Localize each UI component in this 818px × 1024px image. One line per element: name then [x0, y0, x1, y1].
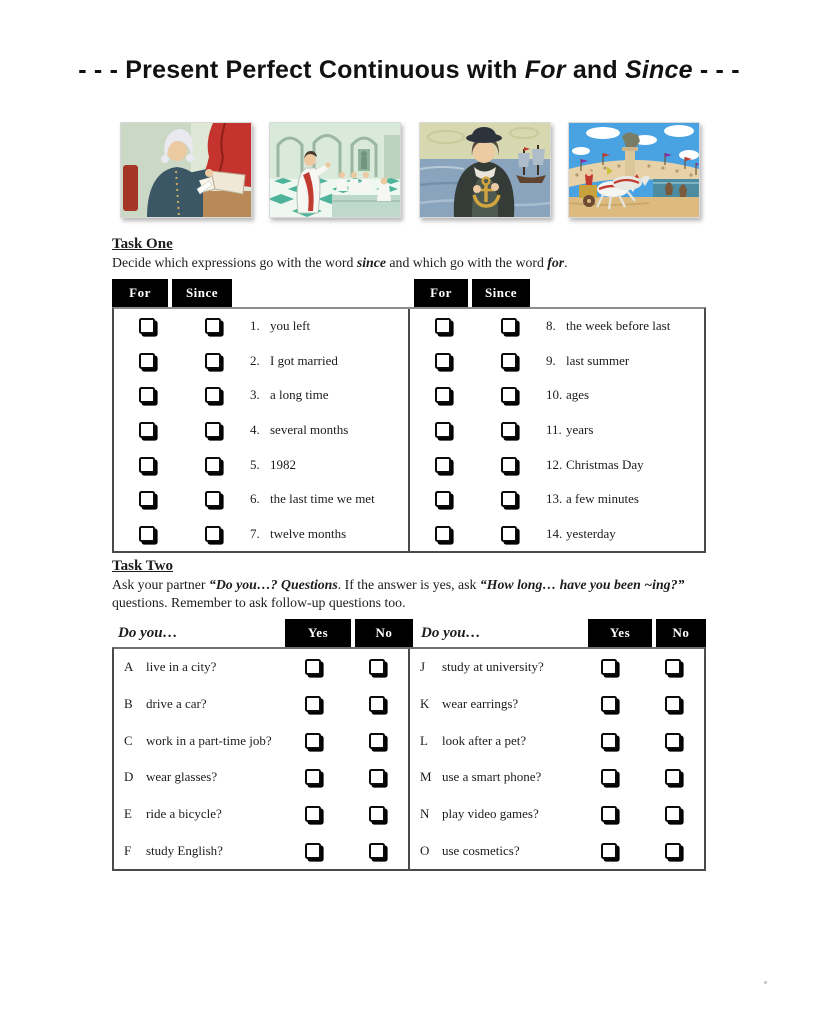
since-checkbox[interactable] [501, 491, 517, 507]
table-row [410, 796, 704, 833]
item-text: twelve months [270, 525, 347, 541]
item-text: you left [270, 318, 311, 334]
do-you-column-header: Do you… [118, 624, 178, 641]
table-row [410, 344, 704, 379]
task-two-heading: Task Two [112, 558, 174, 574]
item-letter: D [124, 769, 134, 785]
item-number: 4. [250, 422, 260, 438]
yes-checkbox[interactable] [601, 733, 617, 749]
item-number: 9. [546, 352, 556, 368]
table-row [410, 649, 704, 686]
item-number: 14. [546, 525, 563, 541]
for-column-header: For [414, 279, 468, 307]
table-row [410, 686, 704, 723]
item-text: I got married [270, 352, 338, 368]
instruction-line [112, 594, 712, 612]
item-letter: E [124, 806, 132, 822]
for-checkbox[interactable] [139, 526, 155, 542]
item-number: 13. [546, 491, 563, 507]
task-one-table [112, 279, 706, 553]
item-text: use a smart phone? [442, 769, 542, 785]
table-row [410, 378, 704, 413]
item-text: ages [566, 387, 590, 403]
item-text: several months [270, 422, 349, 438]
item-number: 5. [250, 456, 260, 472]
for-checkbox[interactable] [435, 491, 451, 507]
table-row [114, 378, 408, 413]
item-letter: B [124, 696, 133, 711]
item-text: work in a part-time job? [146, 732, 272, 748]
task-two-table-header [112, 619, 706, 647]
item-number: 1. [250, 318, 260, 334]
for-checkbox[interactable] [139, 422, 155, 438]
task-two-right-column [410, 649, 704, 869]
item-letter: L [420, 732, 428, 748]
item-text: live in a city? [146, 659, 217, 675]
title-dashes-right: - - - [692, 56, 740, 84]
clipart-writer-at-desk [120, 122, 252, 218]
table-row [410, 722, 704, 759]
item-number: 10. [546, 387, 563, 403]
no-checkbox[interactable] [665, 696, 681, 712]
page-title [0, 56, 818, 85]
clipart-roman-orator [269, 122, 401, 218]
since-word: since [356, 255, 386, 270]
yes-checkbox[interactable] [601, 769, 617, 785]
task-two-table [112, 619, 706, 871]
task-two-instructions [112, 576, 712, 612]
no-checkbox[interactable] [665, 806, 681, 822]
item-text: the week before last [566, 318, 671, 334]
yes-checkbox[interactable] [305, 733, 321, 749]
table-row [410, 413, 704, 448]
do-you-column-header: Do you… [421, 624, 481, 641]
clipart-chariot-race [568, 122, 700, 218]
title-dashes-left: - - - [78, 56, 126, 84]
table-row [410, 759, 704, 796]
item-text: play video games? [442, 806, 539, 822]
table-row [114, 759, 408, 796]
item-text: wear earrings? [442, 696, 519, 711]
since-checkbox[interactable] [205, 387, 221, 403]
clipart-row [120, 122, 700, 218]
item-text: use cosmetics? [442, 842, 520, 858]
no-checkbox[interactable] [369, 806, 385, 822]
yes-column-header: Yes [285, 619, 351, 647]
table-row [410, 447, 704, 482]
yes-checkbox[interactable] [601, 806, 617, 822]
for-checkbox[interactable] [139, 318, 155, 334]
instruction-line [112, 576, 712, 594]
instruction-text: and which go with the word [385, 255, 548, 270]
no-column-header: No [656, 619, 706, 647]
since-checkbox[interactable] [501, 422, 517, 438]
scan-speck [764, 981, 767, 984]
task-one-right-column [410, 309, 704, 551]
for-checkbox[interactable] [139, 491, 155, 507]
task-one-table-header [112, 279, 706, 307]
no-checkbox[interactable] [369, 659, 385, 675]
item-letter: J [420, 659, 426, 675]
item-number: 3. [250, 387, 260, 403]
yes-checkbox[interactable] [601, 696, 617, 712]
item-text: ride a bicycle? [146, 806, 222, 822]
yes-checkbox[interactable] [305, 769, 321, 785]
no-checkbox[interactable] [665, 843, 681, 859]
since-column-header: Since [472, 279, 530, 307]
item-letter: O [420, 842, 430, 858]
table-row [410, 832, 704, 869]
how-long-phrase: “How long… have you been ~ing?” [479, 577, 685, 592]
yes-column-header: Yes [588, 619, 652, 647]
for-checkbox[interactable] [435, 318, 451, 334]
for-word: for [547, 255, 565, 270]
no-column-header: No [355, 619, 413, 647]
since-column-header: Since [172, 279, 232, 307]
since-checkbox[interactable] [205, 457, 221, 473]
item-letter: M [420, 769, 432, 785]
no-checkbox[interactable] [665, 659, 681, 675]
table-row [114, 309, 408, 344]
item-text: study at university? [442, 659, 544, 675]
do-you-phrase: “Do you…? Questions [208, 577, 338, 592]
task-two-left-column [114, 649, 410, 869]
no-checkbox[interactable] [369, 843, 385, 859]
since-checkbox[interactable] [501, 457, 517, 473]
item-text: wear glasses? [146, 769, 218, 785]
item-text: look after a pet? [442, 732, 527, 748]
since-checkbox[interactable] [501, 526, 517, 542]
yes-checkbox[interactable] [305, 696, 321, 712]
item-letter: C [124, 732, 133, 748]
table-row [410, 482, 704, 517]
table-row [114, 482, 408, 517]
item-text: years [566, 422, 594, 438]
item-text: 1982 [270, 456, 296, 472]
item-number: 11. [546, 422, 562, 438]
since-checkbox[interactable] [205, 318, 221, 334]
no-checkbox[interactable] [665, 733, 681, 749]
item-text: Christmas Day [566, 456, 644, 472]
item-number: 2. [250, 352, 260, 368]
item-text: study English? [146, 842, 223, 858]
task-one-table-body [112, 307, 706, 553]
for-checkbox[interactable] [435, 457, 451, 473]
table-row [114, 686, 408, 723]
yes-checkbox[interactable] [305, 806, 321, 822]
item-number: 6. [250, 491, 260, 507]
item-number: 8. [546, 318, 556, 334]
table-row [114, 447, 408, 482]
table-row [114, 516, 408, 551]
item-text: last summer [566, 352, 630, 368]
title-since: Since [625, 56, 693, 84]
item-text: yesterday [566, 525, 616, 541]
for-checkbox[interactable] [139, 457, 155, 473]
item-number: 7. [250, 525, 260, 541]
for-checkbox[interactable] [139, 353, 155, 369]
item-text: the last time we met [270, 491, 375, 507]
for-checkbox[interactable] [435, 353, 451, 369]
instruction-text: Decide which expressions go with the word [112, 255, 357, 270]
since-checkbox[interactable] [501, 353, 517, 369]
for-checkbox[interactable] [139, 387, 155, 403]
instruction-text: . If the answer is yes, ask [337, 577, 480, 592]
no-checkbox[interactable] [665, 769, 681, 785]
table-row [410, 309, 704, 344]
yes-checkbox[interactable] [305, 659, 321, 675]
yes-checkbox[interactable] [601, 659, 617, 675]
since-checkbox[interactable] [205, 422, 221, 438]
item-letter: K [420, 696, 430, 711]
table-row [114, 413, 408, 448]
item-letter: A [124, 659, 134, 675]
no-checkbox[interactable] [369, 769, 385, 785]
table-row [114, 344, 408, 379]
task-one-left-column [114, 309, 410, 551]
since-checkbox[interactable] [205, 491, 221, 507]
task-one-instructions [112, 254, 712, 272]
item-text: a few minutes [566, 491, 639, 507]
for-checkbox[interactable] [435, 422, 451, 438]
item-letter: F [124, 842, 132, 858]
table-row [114, 722, 408, 759]
item-number: 12. [546, 456, 563, 472]
since-checkbox[interactable] [501, 387, 517, 403]
since-checkbox[interactable] [501, 318, 517, 334]
clipart-columbus-explorer [419, 122, 551, 218]
for-column-header: For [112, 279, 168, 307]
task-one-heading: Task One [112, 236, 173, 252]
no-checkbox[interactable] [369, 696, 385, 712]
for-checkbox[interactable] [435, 526, 451, 542]
instruction-text: . [564, 255, 568, 270]
since-checkbox[interactable] [205, 526, 221, 542]
item-text: a long time [270, 387, 329, 403]
since-checkbox[interactable] [205, 353, 221, 369]
instruction-text: Ask your partner [112, 577, 209, 592]
title-and: and [565, 56, 626, 84]
title-main: Present Perfect Continuous with [125, 56, 525, 84]
table-row [114, 796, 408, 833]
yes-checkbox[interactable] [601, 843, 617, 859]
table-row [114, 649, 408, 686]
for-checkbox[interactable] [435, 387, 451, 403]
table-row [410, 516, 704, 551]
table-row [114, 832, 408, 869]
item-text: drive a car? [146, 696, 207, 711]
title-for: For [524, 56, 566, 84]
instruction-text: questions. Remember to ask follow-up questions too. [112, 595, 406, 610]
yes-checkbox[interactable] [305, 843, 321, 859]
task-two-table-body [112, 647, 706, 871]
item-letter: N [420, 806, 430, 822]
no-checkbox[interactable] [369, 733, 385, 749]
